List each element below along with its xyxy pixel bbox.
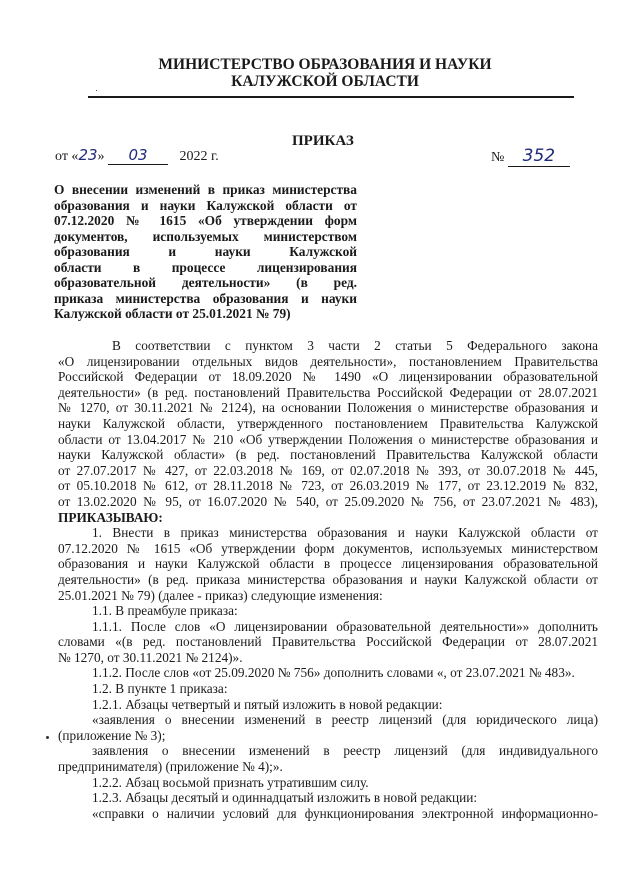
number-prefix: № xyxy=(491,150,505,165)
body-line: деятельности» (в ред. постановлений Правительства Российской Федерации от 28.07.2021 xyxy=(58,384,598,400)
body-line: 1.1. В преамбуле приказа: xyxy=(92,603,238,619)
date-prefix: от « xyxy=(55,149,79,164)
body-line: 1.2.3. Абзацы десятый и одиннадцатый изложить в новой редакции: xyxy=(92,790,478,806)
header-divider xyxy=(88,96,574,98)
body-line: 25.01.2021 № 79) (далее - приказ) следующие изменения: xyxy=(58,587,383,603)
body-line: от 05.10.2018 № 612, от 28.11.2018 № 723, от 26.03.2019 № 177, от 23.12.2019 № 832, xyxy=(58,478,598,494)
order-subject xyxy=(54,182,357,322)
body-line: заявления о внесении изменений в реестр лицензий (для индивидуального xyxy=(92,743,598,759)
body-line: науки Калужской области, утвержденного постановлением Правительства Калужской xyxy=(58,415,598,431)
body-line: 1. Внести в приказ министерства образования и науки Калужской области от xyxy=(92,525,598,541)
subject-line: образовательной деятельности» (в ред. xyxy=(54,275,357,290)
scan-mark xyxy=(46,736,49,739)
order-number xyxy=(491,146,570,167)
subject-line: О внесении изменений в приказ министерства xyxy=(54,182,357,197)
body-line: «заявления о внесении изменений в реестр лицензий (для юридического лица) xyxy=(92,712,598,728)
body-line: словами «(в ред. постановлений Правительства Российской Федерации от 28.07.2021 xyxy=(58,634,598,650)
subject-line: Калужской области от 25.01.2021 № 79) xyxy=(54,306,291,321)
body-line: от 27.07.2017 № 427, от 22.03.2018 № 169, от 02.07.2018 № 393, от 30.07.2018 № 445, xyxy=(58,462,598,478)
body-line: предпринимателя) (приложение № 4);». xyxy=(58,759,283,775)
date-month-handwritten: 03 xyxy=(108,146,168,165)
scan-speck xyxy=(96,90,97,91)
body-line: деятельности» (в ред. приказа министерства образования и науки Калужской области от xyxy=(58,571,598,587)
subject-line: приказа министерства образования и науки xyxy=(54,290,357,306)
decree-keyword: ПРИКАЗЫВАЮ: xyxy=(58,509,163,525)
body-line: 1.2.1. Абзацы четвертый и пятый изложить в новой редакции: xyxy=(92,696,443,712)
body-line: № 1270, от 30.11.2021 № 2124), на основании Положения о министерстве образования и xyxy=(58,400,598,416)
body-line: образования и науки Калужской области в процессе лицензирования образовательной xyxy=(58,556,598,572)
date-year: 2022 г. xyxy=(179,149,219,164)
body-line: от 13.02.2020 № 95, от 16.07.2020 № 540, от 25.09.2020 № 756, от 23.07.2021 № 483), xyxy=(58,493,598,509)
order-date xyxy=(55,146,219,165)
subject-line: области в процессе лицензирования xyxy=(54,259,357,275)
body-line: Российской Федерации от 18.09.2020 № 1490 «О лицензировании образовательной xyxy=(58,369,598,385)
subject-line: образования и науки Калужской xyxy=(54,244,357,259)
order-title: ПРИКАЗ xyxy=(292,133,354,149)
ministry-name-line2: КАЛУЖСКОЙ ОБЛАСТИ xyxy=(231,73,419,90)
body-line: 1.1.1. После слов «О лицензировании образовательной деятельности»» дополнить xyxy=(92,618,598,634)
body-line: области от 13.04.2017 № 210 «Об утверждении Положения о министерстве образования и xyxy=(58,431,598,447)
body-line: 1.1.2. После слов «от 25.09.2020 № 756» дополнить словами «, от 23.07.2021 № 483». xyxy=(92,665,575,681)
ministry-name-line1: МИНИСТЕРСТВО ОБРАЗОВАНИЯ И НАУКИ xyxy=(158,56,492,73)
body-line: «О лицензировании отдельных видов деятельности», постановлением Правительства xyxy=(58,353,598,369)
date-day-handwritten: 23 xyxy=(78,146,98,164)
body-line: 1.2.2. Абзац восьмой признать утратившим силу. xyxy=(92,774,369,790)
order-body xyxy=(58,338,598,821)
body-line: 07.12.2020 № 1615 «Об утверждении форм документов, используемых министерством xyxy=(58,540,598,556)
subject-line: образования и науки Калужской области от xyxy=(54,197,357,213)
body-line: В соответствии с пунктом 3 части 2 статьи 5 Федерального закона xyxy=(112,338,598,353)
body-line: 1.2. В пункте 1 приказа: xyxy=(92,681,228,697)
body-line: науки Калужской области» (в ред. постановлений Правительства Калужской области xyxy=(58,447,598,463)
body-line: № 1270, от 30.11.2021 № 2124)». xyxy=(58,649,243,665)
date-sep: » xyxy=(97,149,105,164)
subject-line: документов, используемых министерством xyxy=(54,228,357,244)
body-line: (приложение № 3); xyxy=(58,727,166,743)
subject-line: 07.12.2020 № 1615 «Об утверждении форм xyxy=(54,213,357,228)
order-number-handwritten: 352 xyxy=(508,146,570,167)
body-line: «справки о наличии условий для функционирования электронной информационно- xyxy=(92,805,598,821)
